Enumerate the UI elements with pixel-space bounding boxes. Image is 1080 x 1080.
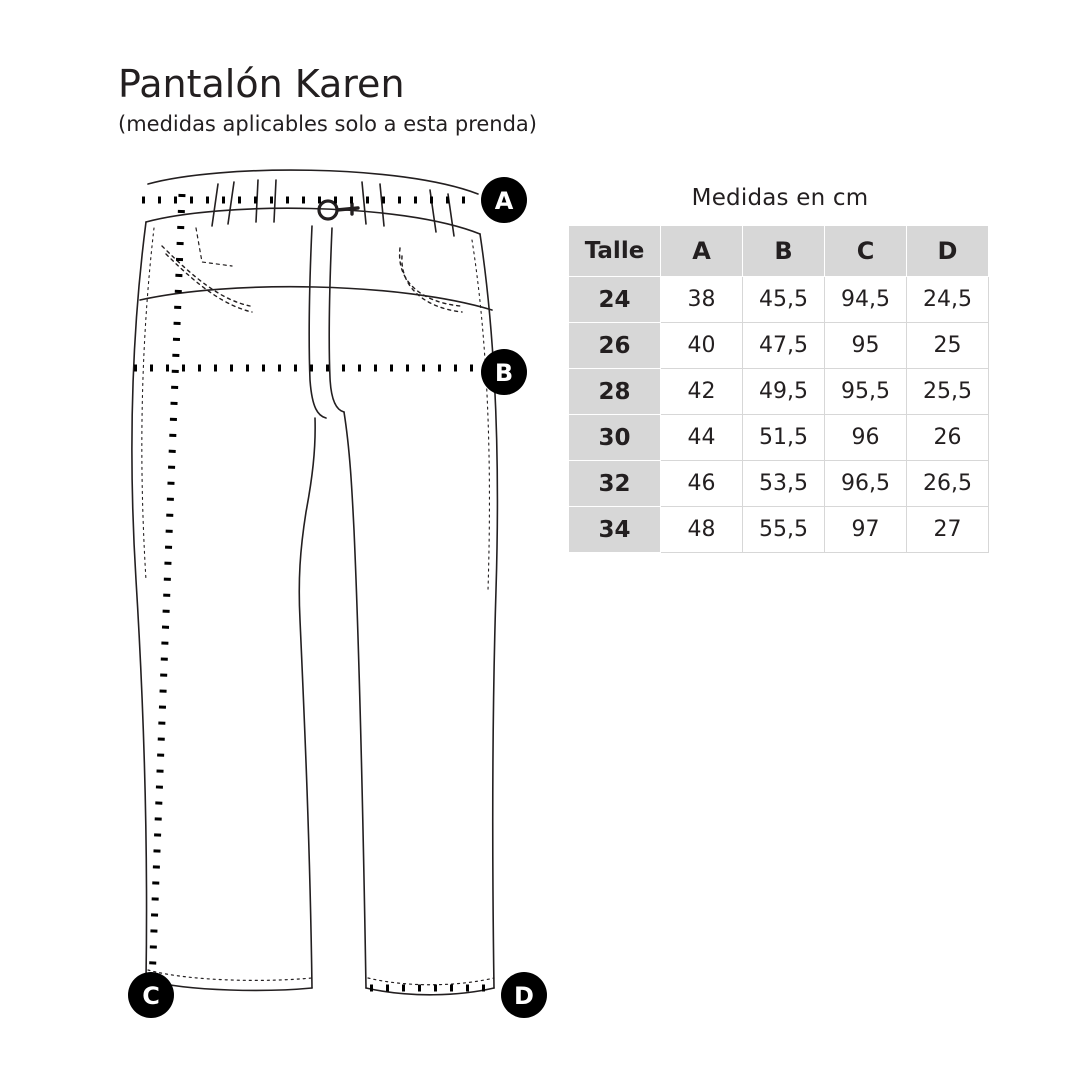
table-caption: Medidas en cm <box>691 185 869 211</box>
measurements-panel <box>568 185 992 553</box>
measure-line-c <box>152 194 182 982</box>
cell-c: 94,5 <box>825 277 907 323</box>
cell-b: 45,5 <box>743 277 825 323</box>
cell-b: 49,5 <box>743 369 825 415</box>
cell-a: 48 <box>661 507 743 553</box>
cell-talle: 28 <box>569 369 661 415</box>
waistband-top-line <box>148 170 478 194</box>
cell-d: 24,5 <box>907 277 989 323</box>
header-c: C <box>825 226 907 277</box>
page-title: Pantalón Karen <box>118 62 405 106</box>
cell-a: 38 <box>661 277 743 323</box>
marker-badge-d <box>501 972 547 1018</box>
svg-text:C: C <box>142 982 160 1010</box>
marker-badge-b <box>481 349 527 395</box>
cell-d: 25,5 <box>907 369 989 415</box>
table-row <box>569 461 989 507</box>
marker-badge-c <box>128 972 174 1018</box>
cell-d: 27 <box>907 507 989 553</box>
table-row <box>569 507 989 553</box>
table-row <box>569 277 989 323</box>
table-row <box>569 369 989 415</box>
page-subtitle: (medidas aplicables solo a esta prenda) <box>118 112 537 136</box>
cell-d: 26 <box>907 415 989 461</box>
header-d: D <box>907 226 989 277</box>
cell-c: 97 <box>825 507 907 553</box>
cell-b: 55,5 <box>743 507 825 553</box>
cell-talle: 30 <box>569 415 661 461</box>
garment-diagram <box>100 150 570 1030</box>
cell-b: 51,5 <box>743 415 825 461</box>
header-talle: Talle <box>569 226 661 277</box>
cell-talle: 24 <box>569 277 661 323</box>
cell-talle: 34 <box>569 507 661 553</box>
cell-a: 46 <box>661 461 743 507</box>
marker-badge-a <box>481 177 527 223</box>
cell-a: 40 <box>661 323 743 369</box>
table-row <box>569 415 989 461</box>
svg-text:B: B <box>494 359 514 387</box>
header-b: B <box>743 226 825 277</box>
cell-talle: 26 <box>569 323 661 369</box>
svg-text:A: A <box>494 187 514 215</box>
cell-d: 25 <box>907 323 989 369</box>
cell-b: 53,5 <box>743 461 825 507</box>
cell-c: 96 <box>825 415 907 461</box>
cell-b: 47,5 <box>743 323 825 369</box>
svg-text:D: D <box>514 982 534 1010</box>
cell-a: 42 <box>661 369 743 415</box>
cell-d: 26,5 <box>907 461 989 507</box>
cell-c: 95 <box>825 323 907 369</box>
size-table <box>568 225 989 553</box>
cell-c: 96,5 <box>825 461 907 507</box>
table-row <box>569 323 989 369</box>
cell-c: 95,5 <box>825 369 907 415</box>
cell-talle: 32 <box>569 461 661 507</box>
header-a: A <box>661 226 743 277</box>
cell-a: 44 <box>661 415 743 461</box>
table-header-row <box>569 226 989 277</box>
